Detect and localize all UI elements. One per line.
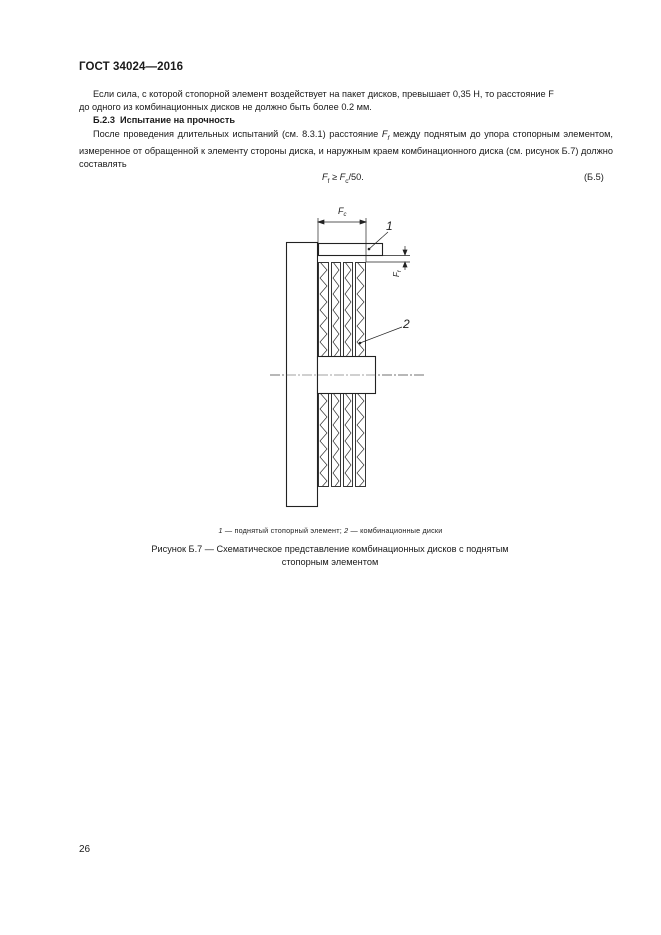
paragraph-2-symbol-sub: f: [387, 134, 390, 142]
paragraph-1-line-2: до одного из комбинационных дисков не должно быть более 0.2 мм.: [79, 102, 372, 112]
formula-rhs: F: [339, 172, 346, 182]
formula-relation: ≥: [329, 172, 340, 182]
caption-line-1: Рисунок Б.7 — Схематическое представление комбинационных дисков с поднятым: [151, 544, 509, 554]
legend-number-2: 2: [344, 526, 349, 535]
paragraph-2-part-2: между поднятым до упора стопорным элементом, измеренное от обращенной к элементу стороны диска, и наружным краем комбинационного диска (см. рисунок Б.7) должно составлять: [79, 129, 613, 170]
callout-1: 1: [386, 219, 393, 233]
section-heading: [93, 115, 235, 125]
figure-caption: [80, 543, 580, 569]
figure-legend: [0, 526, 661, 535]
equation-number: (Б.5): [584, 172, 604, 182]
callout-2-leader: [360, 327, 402, 343]
section-title: Испытание на прочность: [120, 115, 236, 125]
base-plate: [287, 243, 318, 507]
formula-lhs: F: [322, 172, 328, 182]
formula-lhs-sub: f: [327, 177, 330, 185]
formula: [322, 172, 364, 185]
paragraph-2: [79, 128, 613, 171]
legend-text-2: — комбинационные диски: [348, 526, 443, 535]
figure-b7-diagram: [262, 198, 432, 513]
label-fc: $F_c$: [338, 206, 347, 218]
document-code: ГОСТ 34024—2016: [79, 61, 184, 73]
formula-rhs-sub: c: [345, 177, 349, 185]
callout-2-dot: [359, 342, 362, 345]
page-number: 26: [79, 844, 91, 855]
formula-tail: /50.: [348, 172, 364, 182]
label-ff: $F_f$: [392, 270, 403, 277]
legend-number-1: 1: [218, 526, 223, 535]
caption-line-2: стопорным элементом: [281, 557, 379, 567]
legend-text-1: — поднятый стопорный элемент;: [222, 526, 345, 535]
paragraph-2-part-1: После проведения длительных испытаний (см. 8.3.1) расстояние: [93, 129, 382, 139]
callout-1-dot: [368, 248, 371, 251]
callout-2: 2: [403, 317, 410, 331]
section-number: Б.2.3: [93, 115, 115, 125]
paragraph-1-line-1: Если сила, с которой стопорной элемент воздействует на пакет дисков, превышает 0,35 Н, то расстояние F: [93, 89, 554, 99]
paragraph-2-symbol: F: [381, 129, 388, 139]
